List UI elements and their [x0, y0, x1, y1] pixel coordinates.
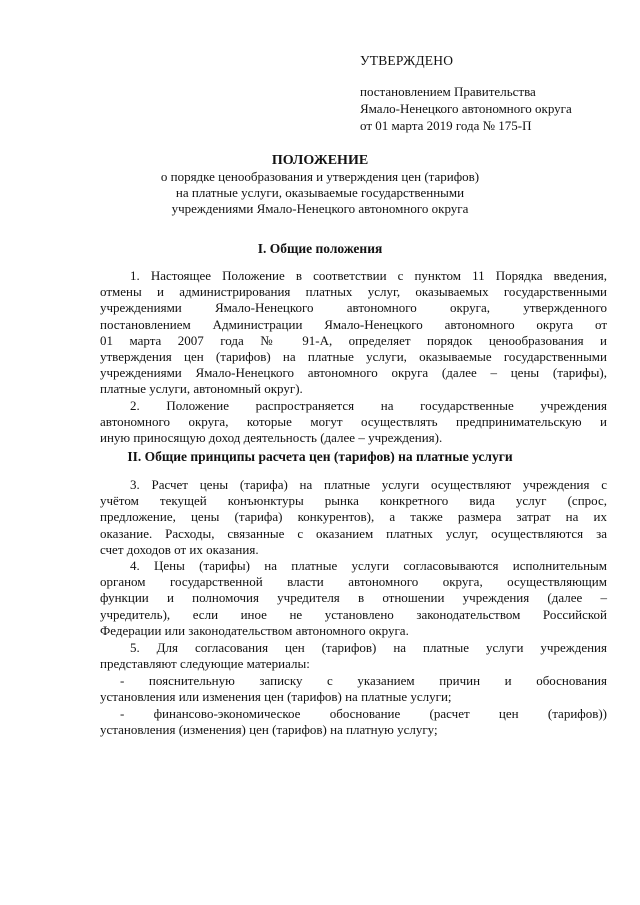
text-line: - пояснительную записку с указанием причин и обоснования — [120, 673, 607, 688]
paragraph-2 — [100, 398, 607, 447]
document-title-block — [60, 152, 580, 217]
section-heading-2: II. Общие принципы расчета цен (тарифов) на платные услуги — [127, 449, 513, 464]
text-line: функции и полномочия учредителя в отношении учреждения (далее – — [100, 590, 607, 606]
approval-line: от 01 марта 2019 года № 175-П — [360, 118, 532, 133]
document-title: ПОЛОЖЕНИЕ — [271, 153, 369, 168]
paragraph-1 — [100, 268, 607, 398]
approval-line: Ямало-Ненецкого автономного округа — [360, 101, 572, 116]
document-subtitle-line: учреждениями Ямало-Ненецкого автономного округа — [171, 201, 469, 216]
text-line: 5. Для согласования цен (тарифов) на платные услуги учреждения — [130, 640, 607, 655]
text-line: автономного округа, которые могут осуществлять предпринимательскую и — [100, 414, 607, 430]
text-line: 2. Положение распространяется на государственные учреждения — [130, 398, 607, 413]
text-line: 1. Настоящее Положение в соответствии с пунктом 11 Порядка введения, — [130, 268, 607, 283]
list-item-1 — [100, 673, 607, 705]
paragraph-4 — [100, 558, 607, 639]
list-item-2 — [100, 706, 607, 738]
approval-line: постановлением Правительства — [360, 84, 536, 99]
text-line: учётом текущей конъюнктуры рынка конкретного вида услуг (спрос, — [100, 493, 607, 509]
text-line: предложение, цены (тарифа) конкурентов), а также размера затрат на их — [100, 509, 607, 525]
document-subtitle-line: на платные услуги, оказываемые государственными — [175, 185, 465, 200]
approval-stamp — [360, 52, 630, 134]
text-line: оказание. Расходы, связанные с оказанием платных услуг, осуществляются за — [100, 525, 607, 541]
approved-label: УТВЕРЖДЕНО — [360, 53, 454, 68]
text-line: Федерации или законодательством автономного округа. — [100, 622, 409, 638]
paragraph-5 — [100, 640, 607, 672]
text-line: учреждениями Ямало-Ненецкого автономного округа (далее – цены (тарифы), — [100, 365, 607, 381]
text-line: учредитель), если иное не установлено законодательством Российской — [100, 606, 607, 622]
section-heading-1: I. Общие положения — [257, 241, 383, 256]
text-line: представляют следующие материалы: — [100, 656, 310, 672]
text-line: - финансово-экономическое обоснование (расчет цен (тарифов)) — [120, 706, 607, 721]
text-line: утверждения цен (тарифов) на платные услуги, оказываемые государственными — [100, 349, 607, 365]
text-line: учреждениями Ямало-Ненецкого автономного округа, утвержденного — [100, 300, 607, 316]
text-line: постановлением Администрации Ямало-Ненецкого автономного округа от — [100, 316, 607, 332]
paragraph-3 — [100, 477, 607, 558]
text-line: органом государственной власти автономного округа, осуществляющим — [100, 574, 607, 590]
text-line: установления (изменения) цен (тарифов) на платную услугу; — [100, 722, 438, 738]
text-line: 3. Расчет цены (тарифа) на платные услуги осуществляют учреждения с — [130, 477, 607, 492]
text-line: отмены и администрирования платных услуг, оказываемых государственными — [100, 284, 607, 300]
text-line: счет доходов от их оказания. — [100, 541, 259, 557]
text-line: иную приносящую доход деятельность (далее – учреждения). — [100, 430, 443, 446]
text-line: платные услуги, автономный округ). — [100, 381, 303, 397]
text-line: установления или изменения цен (тарифов) на платные услуги; — [100, 689, 452, 705]
document-subtitle-line: о порядке ценообразования и утверждения цен (тарифов) — [160, 169, 480, 184]
text-line: 01 марта 2007 года № 91-А, определяет порядок ценообразования и — [100, 332, 607, 348]
text-line: 4. Цены (тарифы) на платные услуги согласовываются исполнительным — [130, 558, 607, 573]
